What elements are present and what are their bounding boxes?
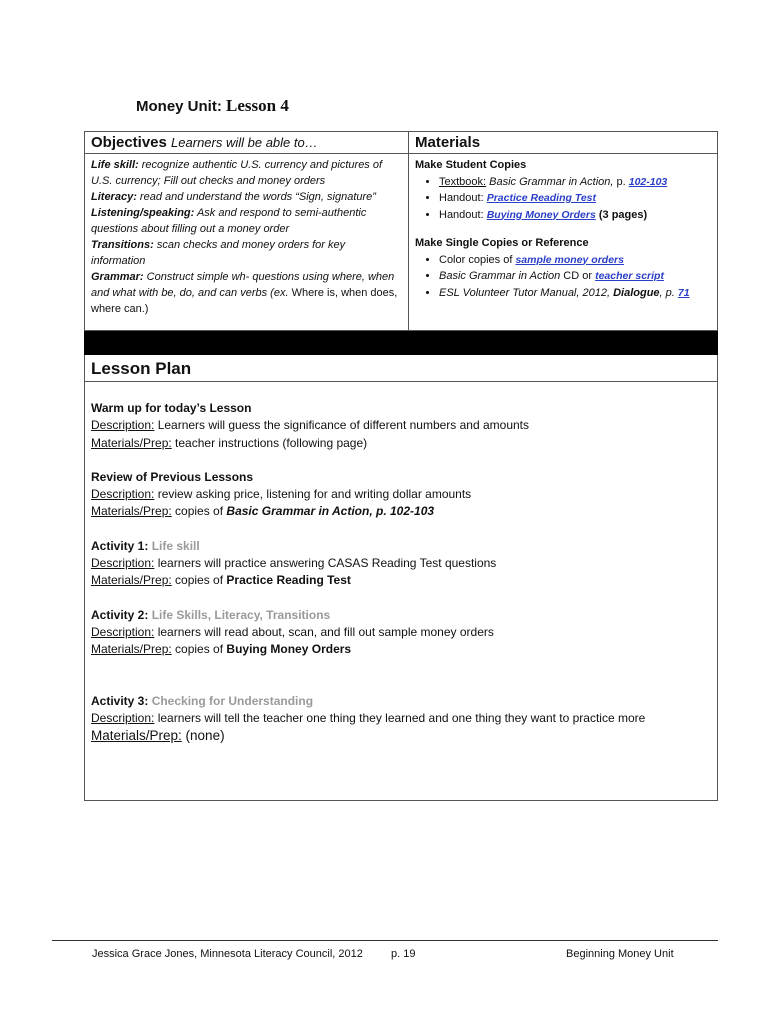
objective-label: Listening/speaking: — [91, 207, 195, 219]
prep-label: Materials/Prep: — [91, 435, 172, 450]
objective-label: Transitions: — [91, 239, 154, 251]
materials-title: Materials — [415, 134, 481, 151]
warmup-section — [91, 400, 711, 452]
description-label: Description: — [91, 624, 155, 639]
prep-text: copies of — [171, 504, 227, 519]
list-item — [439, 190, 711, 207]
list-item — [439, 252, 711, 269]
section-divider-bar — [84, 331, 718, 355]
objectives-subtitle: Learners will be able to… — [171, 135, 318, 150]
objective-label: Literacy: — [91, 191, 137, 203]
prep-bold: Basic Grammar in Action, p. 102-103 — [226, 504, 435, 519]
description-text: learners will practice answering CASAS Reading Test questions — [154, 556, 497, 571]
objective-example: Where is, when does, where can.) — [91, 287, 398, 315]
objectives-materials-table — [84, 131, 718, 331]
footer-page-number: p. 19 — [391, 948, 416, 960]
description-label: Description: — [91, 710, 155, 725]
esl-page-prefix: , p. — [659, 286, 678, 299]
objective-label: Grammar: — [91, 271, 144, 283]
prep-label: Materials/Prep: — [91, 728, 182, 744]
lesson-plan-body — [85, 382, 717, 744]
prep-bold: Practice Reading Test — [226, 573, 351, 588]
activity1-section — [91, 538, 711, 590]
objectives-header — [85, 132, 408, 154]
prep-label: Materials/Prep: — [91, 642, 172, 657]
footer-divider — [52, 940, 718, 941]
teacher-script-link[interactable]: teacher script — [595, 270, 664, 282]
bga-title: Basic Grammar in Action — [439, 270, 561, 282]
objective-text: scan checks and money orders for key information — [91, 239, 346, 267]
esl-page-link[interactable]: 71 — [677, 286, 690, 299]
description-text: learners will read about, scan, and fill out sample money orders — [154, 624, 494, 639]
prep-text: teacher instructions (following page) — [171, 435, 368, 450]
color-copies-label: Color copies of — [439, 253, 516, 266]
prep-text: copies of — [171, 573, 227, 588]
objective-text: read and understand the words “Sign, signature” — [136, 191, 376, 203]
objective-text: recognize authentic U.S. currency and pictures of U.S. currency; Fill out checks and money orders — [91, 159, 383, 187]
buying-money-orders-link[interactable]: Buying Money Orders — [486, 208, 596, 221]
list-item — [439, 207, 711, 224]
handout-label: Handout: — [439, 208, 487, 221]
activity3-section — [91, 693, 711, 745]
esl-manual-title: ESL Volunteer Tutor Manual, 2012, — [439, 286, 614, 299]
description-text: review asking price, listening for and writing dollar amounts — [154, 487, 472, 502]
textbook-page-prefix: p. — [616, 175, 629, 188]
objective-text: Construct simple wh- questions using where, when and what with be, do, and can verbs (ex. — [91, 271, 395, 299]
objectives-column — [85, 132, 409, 330]
prep-text: (none) — [181, 728, 225, 744]
handout-label: Handout: — [439, 192, 487, 204]
unit-label: Money Unit: — [136, 98, 222, 115]
warmup-heading: Warm up for today’s Lesson — [91, 401, 252, 415]
student-copies-heading: Make Student Copies — [415, 159, 527, 171]
prep-label: Materials/Prep: — [91, 573, 172, 588]
activity-tag: Life skill — [151, 538, 200, 553]
footer-author: Jessica Grace Jones, Minnesota Literacy Council, 2012 — [92, 948, 363, 960]
footer-unit: Beginning Money Unit — [566, 948, 674, 960]
objectives-list — [85, 154, 408, 320]
single-copies-list — [415, 252, 711, 302]
single-copies-heading: Make Single Copies or Reference — [415, 237, 589, 249]
textbook-label: Textbook: — [439, 175, 487, 188]
student-copies-list — [415, 174, 711, 224]
activity-tag: Life Skills, Literacy, Transitions — [151, 607, 331, 622]
description-label: Description: — [91, 418, 155, 433]
textbook-title: Basic Grammar in Action, — [486, 175, 617, 188]
materials-header — [409, 132, 717, 154]
materials-column — [409, 132, 717, 330]
prep-bold: Buying Money Orders — [226, 642, 352, 657]
activity-heading: Activity 2: — [91, 607, 152, 622]
activity-tag: Checking for Understanding — [151, 693, 314, 708]
list-item — [439, 174, 711, 191]
list-item — [439, 285, 711, 302]
description-label: Description: — [91, 487, 155, 502]
review-heading: Review of Previous Lessons — [91, 469, 254, 484]
description-text: learners will tell the teacher one thing they learned and one thing they want to practice more — [154, 710, 646, 725]
lesson-plan-title: Lesson Plan — [85, 355, 717, 382]
bga-cd-text: CD or — [560, 270, 596, 282]
description-text: Learners will guess the significance of different numbers and amounts — [154, 418, 530, 433]
sample-money-orders-link[interactable]: sample money orders — [515, 253, 624, 266]
lesson-label: Lesson 4 — [226, 96, 289, 115]
handout-pages: (3 pages) — [595, 208, 648, 221]
description-label: Description: — [91, 556, 155, 571]
activity-heading: Activity 1: — [91, 538, 152, 553]
lesson-plan-box — [84, 355, 718, 801]
textbook-pages-link[interactable]: 102-103 — [628, 175, 668, 188]
objectives-title: Objectives — [91, 134, 167, 151]
activity2-section — [91, 607, 711, 659]
objective-label: Life skill: — [91, 159, 139, 171]
prep-text: copies of — [171, 642, 227, 657]
prep-label: Materials/Prep: — [91, 504, 172, 519]
review-section — [91, 469, 711, 521]
practice-reading-test-link[interactable]: Practice Reading Test — [486, 192, 597, 204]
dialogue-label: Dialogue — [613, 286, 660, 299]
activity-heading: Activity 3: — [91, 693, 152, 708]
page-title — [136, 96, 289, 116]
list-item — [439, 268, 711, 285]
materials-list — [409, 154, 717, 304]
objective-text: Ask and respond to semi-authentic questions about filling out a money order — [91, 207, 367, 235]
